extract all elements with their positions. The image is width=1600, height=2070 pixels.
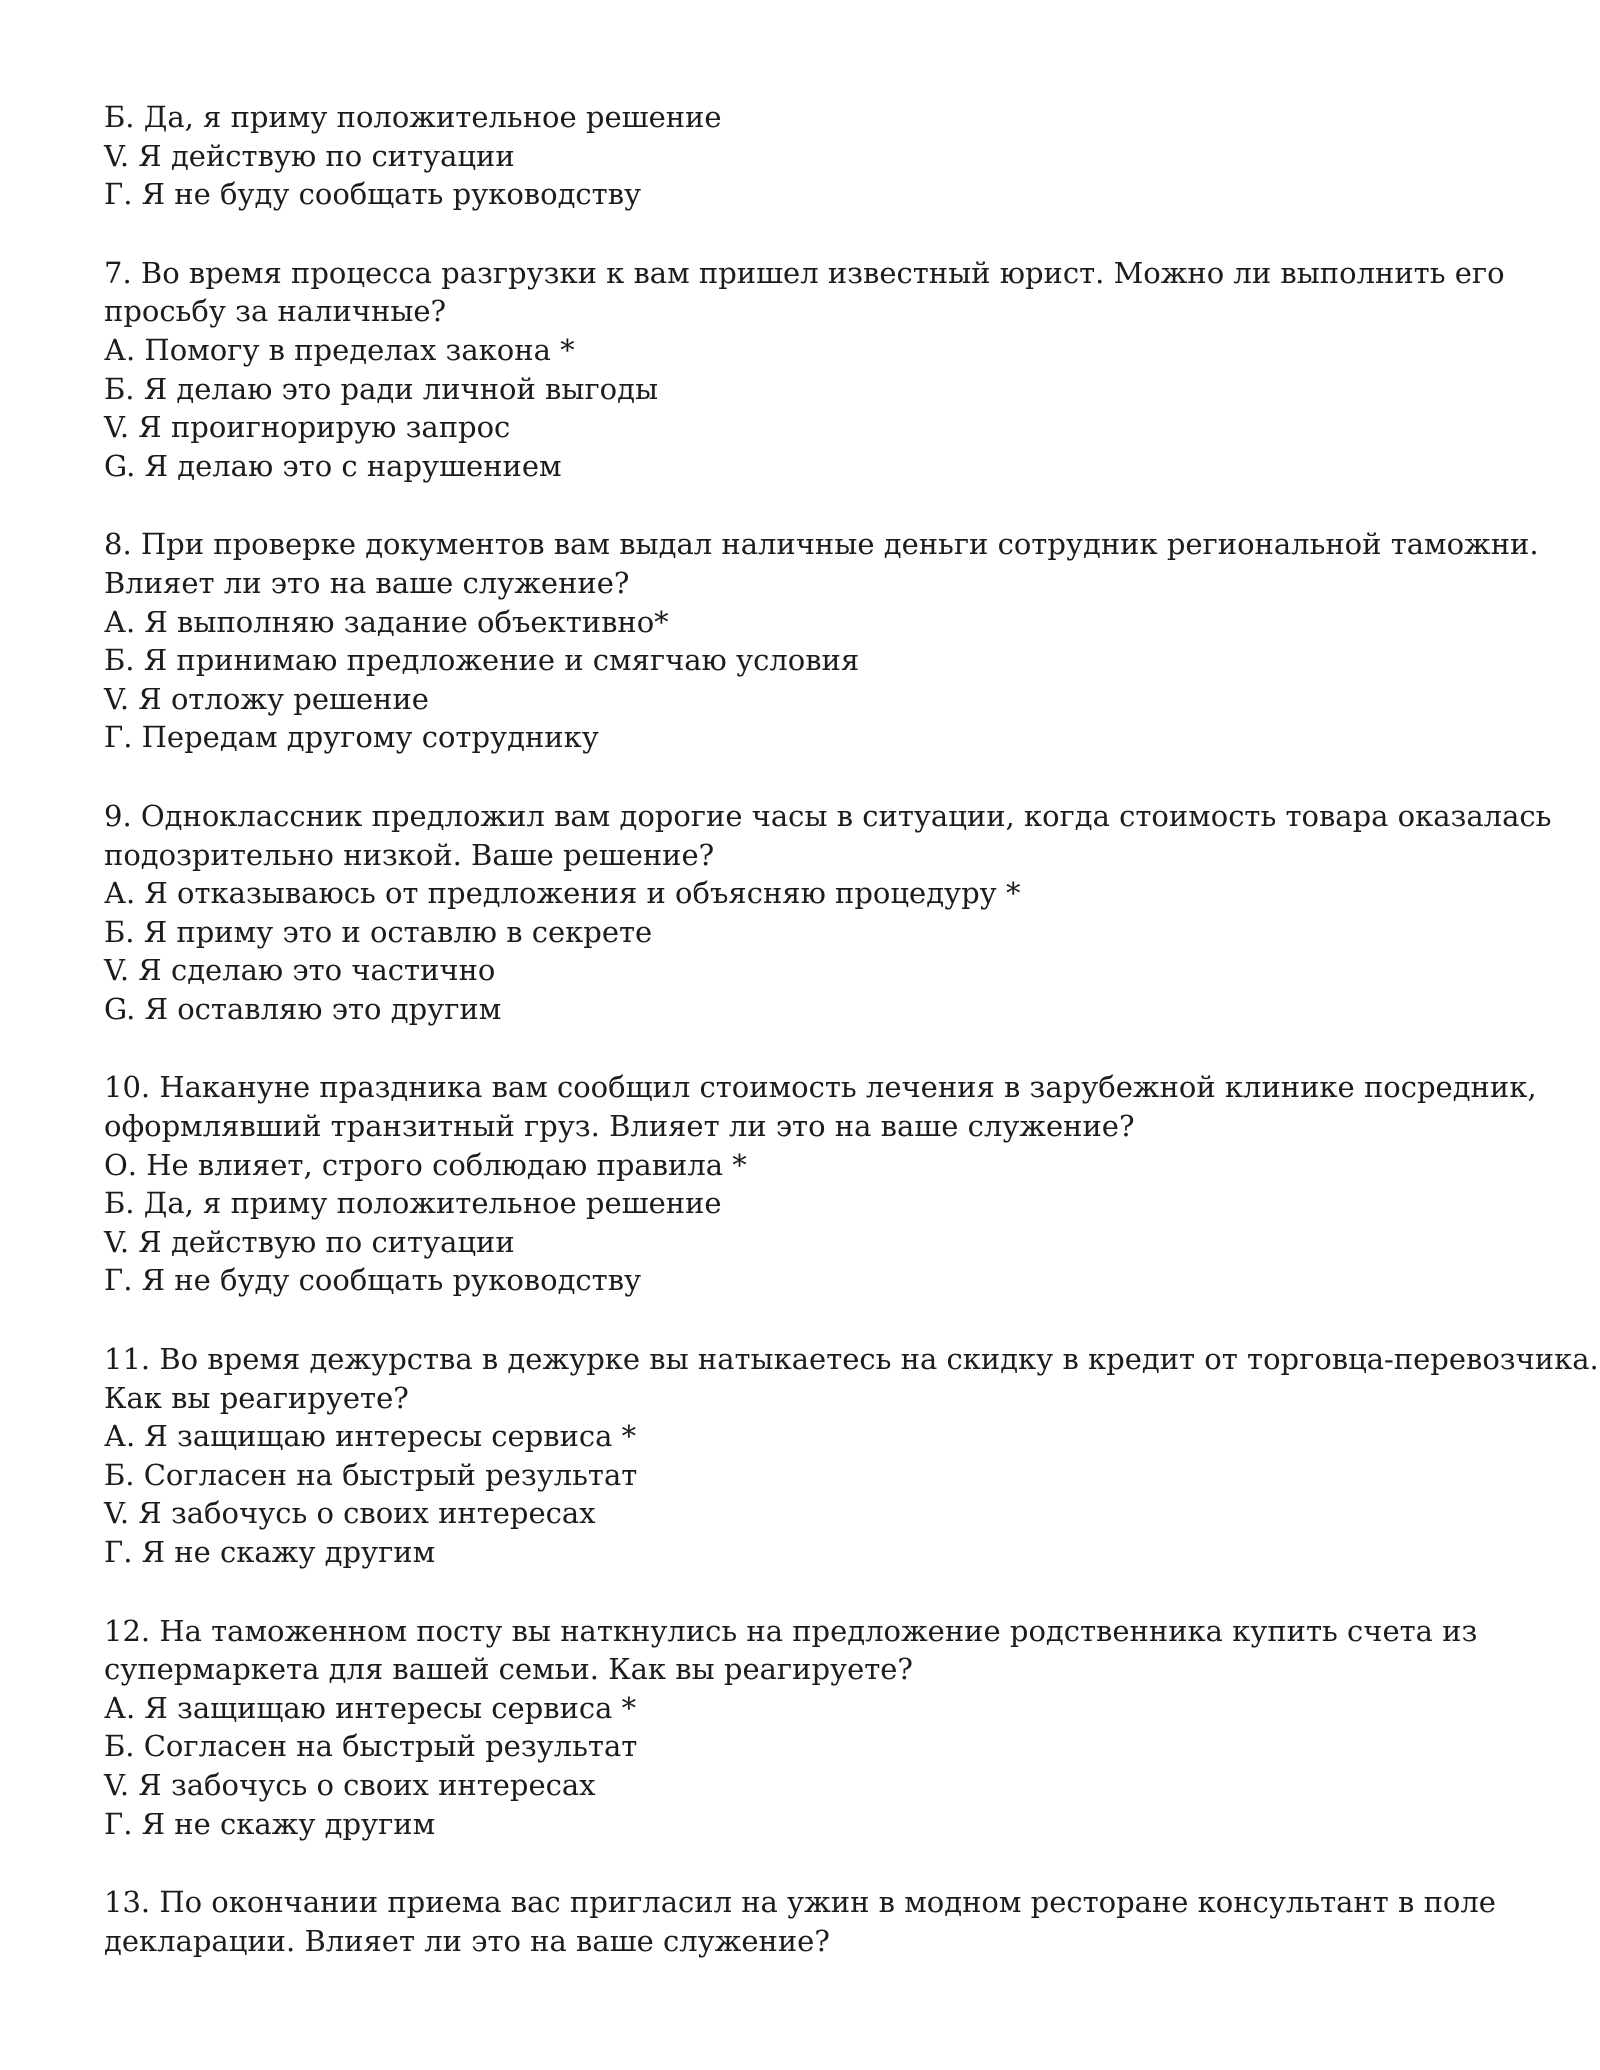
- question-8: [104, 525, 1539, 757]
- answer-option: V. Я забочусь о своих интересах: [104, 1767, 596, 1802]
- question-text: просьбу за наличные?: [104, 294, 447, 329]
- question-13: [104, 1883, 1534, 1960]
- question-text: Как вы реагируете?: [104, 1380, 409, 1415]
- answer-option: G. Я делаю это с нарушением: [104, 448, 562, 483]
- answer-option: А. Я защищаю интересы сервиса *: [104, 1419, 637, 1454]
- answer-option: О. Не влияет, строго соблюдаю правила *: [104, 1147, 747, 1182]
- answer-option: Б. Да, я приму положительное решение: [104, 1186, 722, 1221]
- question-text: Влияет ли это на ваше служение?: [104, 565, 630, 600]
- question-text: 12. На таможенном посту вы наткнулись на предложение родственника купить счета из: [104, 1613, 1478, 1648]
- answer-option: Б. Я делаю это ради личной выгоды: [104, 371, 659, 406]
- answer-option: Б. Я приму это и оставлю в секрете: [104, 914, 653, 949]
- answer-option: А. Я отказываюсь от предложения и объясняю процедуру *: [104, 876, 1021, 911]
- answer-option: Г. Передам другому сотруднику: [104, 720, 599, 755]
- document-page: [104, 98, 1599, 1960]
- answer-option: Б. Согласен на быстрый результат: [104, 1457, 638, 1492]
- question-text: 11. Во время дежурства в дежурке вы натыкаетесь на скидку в кредит от торговца-перевозчика.: [104, 1342, 1599, 1377]
- question-10: [104, 1068, 1537, 1300]
- answer-option: Б. Согласен на быстрый результат: [104, 1729, 638, 1764]
- answer-option: Г. Я не скажу другим: [104, 1806, 436, 1841]
- question-text: декларации. Влияет ли это на ваше служение?: [104, 1923, 830, 1958]
- question-text: 13. По окончании приема вас пригласил на ужин в модном ресторане консультант в поле: [104, 1885, 1496, 1920]
- answer-option: А. Я защищаю интересы сервиса *: [104, 1690, 637, 1725]
- answer-option: G. Я оставляю это другим: [104, 991, 502, 1026]
- answer-option: Б. Я принимаю предложение и смягчаю условия: [104, 643, 860, 678]
- answer-option: Г. Я не буду сообщать руководству: [104, 1263, 642, 1298]
- question-12: [104, 1612, 1534, 1844]
- answer-option: Г. Я не скажу другим: [104, 1535, 436, 1569]
- question-text: 7. Во время процесса разгрузки к вам пришел известный юрист. Можно ли выполнить его: [104, 255, 1505, 290]
- answer-option: V. Я забочусь о своих интересах: [104, 1496, 596, 1531]
- answer-option: V. Я отложу решение: [104, 681, 429, 716]
- question-text: 10. Накануне праздника вам сообщил стоимость лечения в зарубежной клинике посредник,: [104, 1070, 1537, 1105]
- question-9: [104, 797, 1552, 1029]
- answer-option: V. Я проигнорирую запрос: [104, 410, 511, 445]
- question-text: 8. При проверке документов вам выдал наличные деньги сотрудник региональной таможни.: [104, 527, 1539, 562]
- question-text: супермаркета для вашей семьи. Как вы реагируете?: [104, 1652, 913, 1687]
- question-11: [104, 1340, 1599, 1572]
- question-text: оформлявший транзитный груз. Влияет ли это на ваше служение?: [104, 1109, 1135, 1144]
- question-text: 9. Одноклассник предложил вам дорогие часы в ситуации, когда стоимость товара оказалась: [104, 798, 1552, 833]
- answer-option: V. Я сделаю это частично: [104, 953, 496, 988]
- answer-option: V. Я действую по ситуации: [104, 138, 515, 173]
- question-text: подозрительно низкой. Ваше решение?: [104, 837, 715, 872]
- answer-option: А. Помогу в пределах закона *: [104, 332, 575, 367]
- question-7: [104, 254, 1534, 486]
- answer-option: Г. Я не буду сообщать руководству: [104, 177, 642, 212]
- answer-option: Б. Да, я приму положительное решение: [104, 100, 722, 134]
- answer-option: V. Я действую по ситуации: [104, 1224, 515, 1259]
- answer-option: А. Я выполняю задание объективно*: [104, 604, 669, 639]
- intro-options-block: [104, 98, 1534, 214]
